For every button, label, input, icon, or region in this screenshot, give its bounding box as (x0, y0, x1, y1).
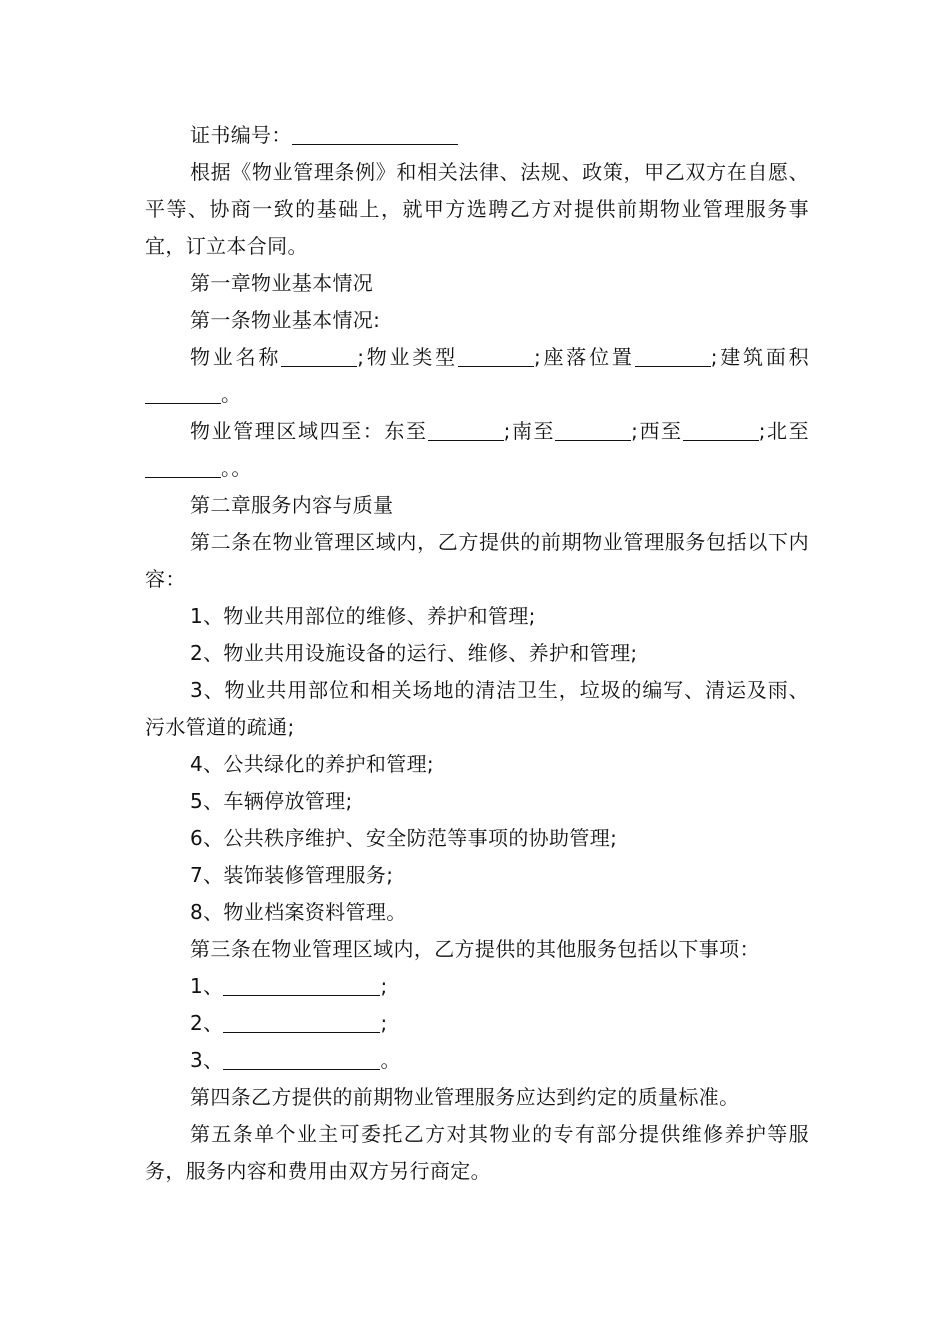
article-3-item-end: ; (380, 1011, 388, 1035)
boundary-paragraph (145, 413, 809, 487)
article-3-item-blank (223, 975, 380, 996)
article-2-item: 3、物业共用部位和相关场地的清洁卫生，垃圾的编写、清运及雨、污水管道的疏通; (145, 678, 809, 739)
article-3-item-end: 。 (380, 1048, 401, 1072)
property-name-blank (281, 346, 357, 367)
article-2-intro: 第二条在物业管理区域内，乙方提供的前期物业管理服务包括以下内容： (145, 530, 809, 591)
property-area-label: ;建筑面积 (710, 345, 809, 369)
property-name-label: 物业名称 (190, 345, 282, 369)
south-boundary-label: ;南至 (503, 419, 556, 443)
article-3-item-blank (223, 1049, 380, 1070)
property-type-label: ;物业类型 (357, 345, 458, 369)
article-3-item-end: ; (380, 974, 388, 998)
preamble-paragraph: 根据《物业管理条例》和相关法律、法规、政策，甲乙双方在自愿、平等、协商一致的基础上，就甲方选聘乙方对提供前期物业管理服务事宜，订立本合同。 (145, 160, 809, 258)
south-boundary-blank (555, 420, 631, 441)
article-2-item: 6、公共秩序维护、安全防范等事项的协助管理; (190, 826, 618, 850)
property-location-label: ;座落位置 (533, 345, 635, 369)
article-3-item-blank (223, 1012, 380, 1033)
article-2-item: 5、车辆停放管理; (190, 789, 353, 813)
property-info-paragraph (145, 339, 809, 413)
certificate-number-blank (292, 124, 458, 145)
article-2-item: 2、物业共用设施设备的运行、维修、养护和管理; (190, 641, 638, 665)
property-area-blank (145, 383, 221, 404)
north-boundary-blank (145, 457, 221, 478)
certificate-number-line (145, 117, 809, 154)
article-3-intro: 第三条在物业管理区域内，乙方提供的其他服务包括以下事项： (190, 937, 760, 961)
article-2-item: 8、物业档案资料管理。 (190, 900, 407, 924)
certificate-number-label: 证书编号： (190, 123, 292, 147)
article-3-item-number: 1、 (190, 974, 224, 998)
property-type-blank (458, 346, 534, 367)
chapter-2-title: 第二章服务内容与质量 (190, 493, 394, 517)
west-boundary-label: ;西至 (631, 419, 683, 443)
article-2-item: 4、公共绿化的养护和管理; (190, 752, 435, 776)
article-3-item (145, 968, 809, 1005)
west-boundary-blank (683, 420, 759, 441)
property-area-end: 。 (221, 382, 242, 406)
east-boundary-blank (428, 420, 504, 441)
article-3-item-number: 3、 (190, 1048, 224, 1072)
article-3-item (145, 1042, 809, 1079)
north-boundary-label: ;北至 (758, 419, 809, 443)
chapter-1-title: 第一章物业基本情况 (190, 271, 374, 295)
document-page (145, 117, 809, 1190)
boundary-end: 。。 (221, 456, 252, 480)
property-location-blank (635, 346, 711, 367)
article-2-item: 7、装饰装修管理服务; (190, 863, 394, 887)
article-3-item (145, 1005, 809, 1042)
article-1-title: 第一条物业基本情况: (190, 308, 381, 332)
article-5: 第五条单个业主可委托乙方对其物业的专有部分提供维修养护等服务，服务内容和费用由双方另行商定。 (145, 1122, 809, 1183)
boundary-intro: 物业管理区域四至：东至 (190, 419, 428, 443)
article-2-item: 1、物业共用部位的维修、养护和管理; (190, 604, 536, 628)
article-3-item-number: 2、 (190, 1011, 224, 1035)
article-4: 第四条乙方提供的前期物业管理服务应达到约定的质量标准。 (190, 1085, 740, 1109)
